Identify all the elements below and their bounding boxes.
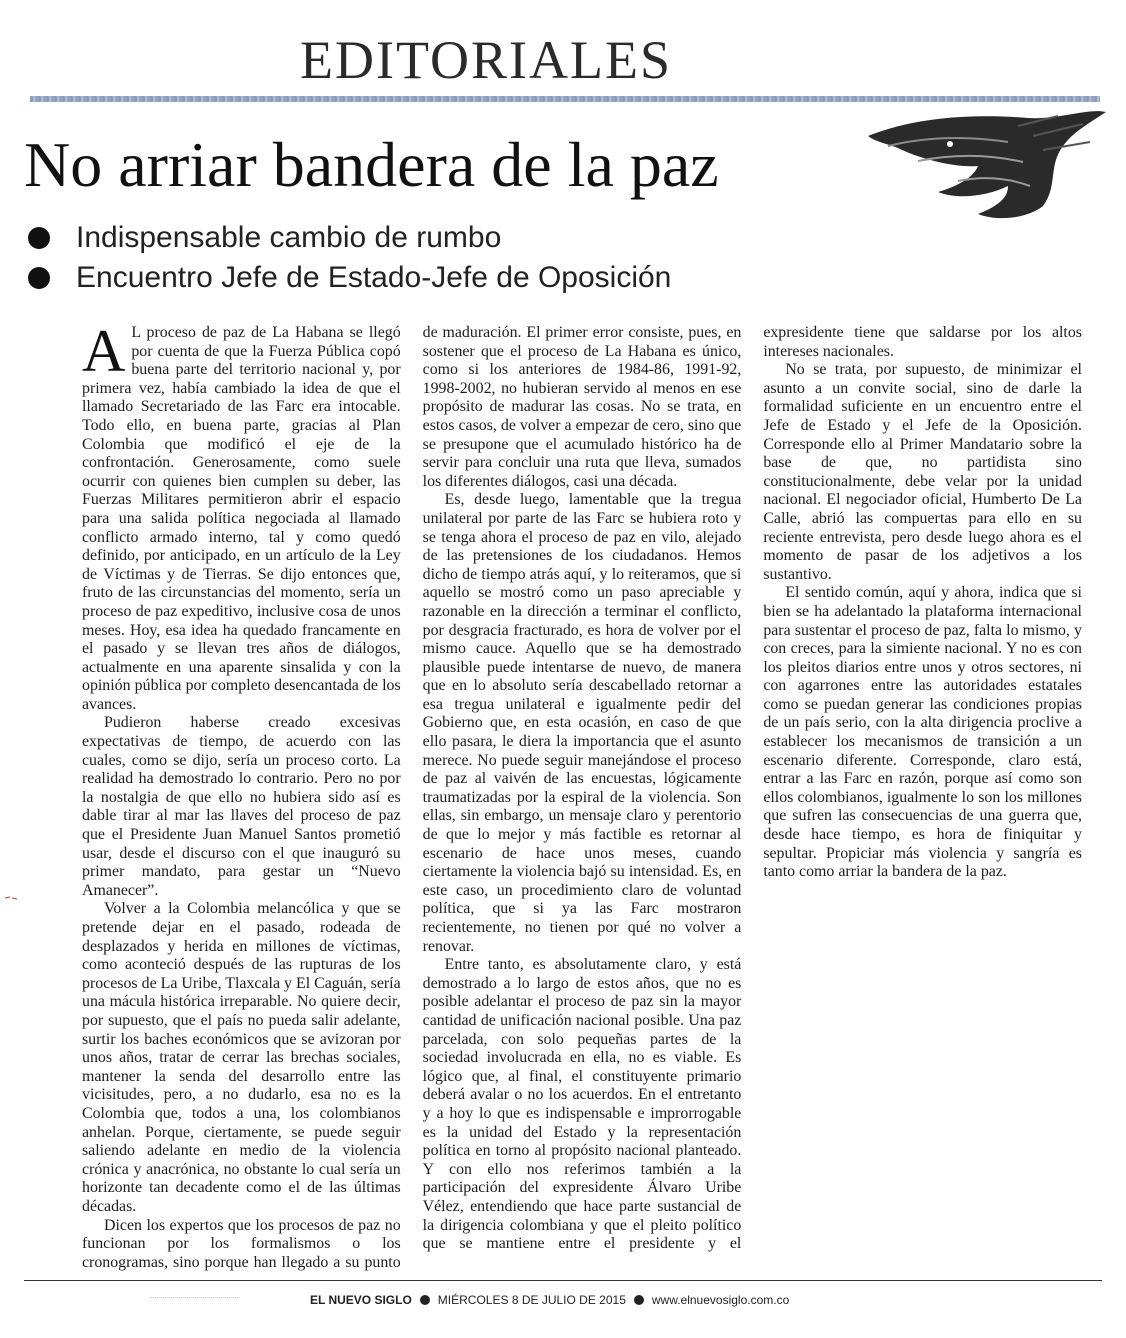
bird-illustration [858,106,1108,224]
footer-date: MIÉRCOLES 8 DE JULIO DE 2015 [437,1293,626,1307]
article-paragraph: Pudieron haberse creado excesivas expectativas de tiempo, de acuerdo con las cuales, como se dijo, sería un proceso corto. La realidad ha demostrado lo contrario. Pero no por la nostalgia de que ello no hubiera sido así es dable tirar al mar las llaves del proceso de paz que el Presidente Juan Manuel Santos prometió usar, desde el discurso con el que inauguró su primer mandato, para gestar un “Nuevo Amanecer”. [82,714,401,899]
bullet-item [28,258,788,298]
footer-url: www.elnuevosiglo.com.co [651,1293,790,1307]
page-footer [310,1288,990,1312]
drop-cap: A [82,318,126,384]
paragraph-text: L proceso de paz de La Habana se llegó por cuenta de que la Fuerza Pública copó buena parte del territorio nacional y, por primera vez, había cambiado la idea de que el llamado Secretariado de las Farc era intocable. Todo ello, en buena parte, gracias al Plan Colombia que modificó el eje de la confrontación. Generosamente, como suele ocurrir con quienes bien cumplen su deber, las Fuerzas Militares permitieron abrir el espacio para una salida política negociada al llamado conflicto armado interno, tal y como quedó definido, por anticipado, en un artículo de la Ley de Víctimas y de Tierras. Se dijo entonces que, fruto de las circunstancias del momento, sería un proceso de paz expeditivo, inclusive cosa de unos meses. Hoy, esa idea ha quedado francamente en el pasado y se llevan tres años de diálogos, actualmente en una aparente sinsalida y con la opinión pública por completo desencantada de los avances. [82,324,401,713]
bullet-text: Encuentro Jefe de Estado-Jefe de Oposición [76,261,672,294]
bullet-dot-icon [28,227,50,249]
section-title: EDITORIALES [300,30,672,90]
article-paragraph: El sentido común, aquí y ahora, indica que si bien se ha adelantado la plataforma internacional para sustentar el proceso de paz, falta lo mismo, y con creces, para la simiente nacional. Y no es con los pleitos diarios entre unos y otros sectores, ni con agarrones entre las autoridades estatales como se puedan generar las condiciones propias de un país serio, con la alta dirigencia proclive a establecer los mecanismos de transición a un escenario diferente. Corresponde, claro está, entrar a las Farc en razón, porque así como son ellos colombianos, igualmente lo son los millones que sufren las consecuencias de una guerra que, desde hace tiempo, es hora de finiquitar y sepultar. Propiciar más violencia y sangría es tanto como arriar la bandera de la paz. [763,584,1082,881]
header-rule [30,96,1100,102]
article-body [82,318,1082,1274]
bullet-text: Indispensable cambio de rumbo [76,221,502,254]
bullet-dot-icon [28,267,50,289]
article-paragraph: Entre tanto, es absolutamente claro, y está demostrado a lo largo de estos años, que no es posible adelantar el proceso de paz sin la mayor cantidad de unificación nacional posible. Una paz parcelada, con solo pequeñas partes de la sociedad involucrada en ella, no es viable. Es lógico que, al final, el constituyente primario deberá avalar o no los acuerdos. En el entretanto y a hoy lo que es indispensable e improrrogable es la unidad del Estado y la representación política en torno al propósito nacional planteado. Y con ello nos referimos también a la participación del expresidente Álvaro Uribe Vélez, entendiendo que hace parte sustancial de la dirigencia colombiana y que el pleito político que se mantiene entre el presidente y el expresidente tiene que saldarse por los altos intereses nacionales. [422,324,1082,1253]
bullet-item [28,218,788,258]
footer-rule [24,1280,1102,1281]
footer-paper-name: EL NUEVO SIGLO [310,1293,412,1307]
footer-ghost-text [150,1287,240,1298]
article-paragraph: Volver a la Colombia melancólica y que se pretende dejar en el pasado, rodeada de desplazados y herida en millones de víctimas, como aconteció después de las rupturas de los procesos de La Uribe, Tlaxcala y El Caguán, sería una mácula histórica irreparable. No quiere decir, por supuesto, que el país no pueda salir adelante, surtir los baches económicos que se avizoran por unos años, tratar de cerrar las brechas sociales, mantener la senda del desarrollo entre las vicisitudes, pero, a no dudarlo, esa no es la Colombia que, todos a una, los colombianos anhelan. Porque, ciertamente, se puede seguir saliendo adelante en medio de la violencia crónica y anacrónica, no obstante lo cual sería un horizonte tan decadente como el de las últimas décadas. [82,900,401,1215]
bullet-list [28,218,788,298]
footer-dot-icon [420,1295,430,1305]
article-paragraph: No se trata, por supuesto, de minimizar el asunto a un convite social, sino de darle la formalidad suficiente en un encuentro entre el Jefe de Estado y el Jefe de la Oposición. Corresponde ello al Primer Mandatario sobre la base de que, no partidista sino constitucionalmente, debe velar por la unidad nacional. El negociador oficial, Humberto De La Calle, abrió las compuertas para ello en su reciente entrevista, pero desde luego ahora es el momento de pasar de los adjetivos a los sustantivo. [763,361,1082,583]
article-paragraph [82,318,401,714]
article-paragraph: Es, desde luego, lamentable que la tregua unilateral por parte de las Farc se hubiera roto y se tenga ahora el proceso de paz en vilo, alejado de las pretensiones de los ciudadanos. Hemos dicho de tiempo atrás aquí, y lo reiteramos, que si aquello se mostró como un paso apreciable y razonable en la dirección a terminar el conflicto, por desgracia fracturado, es hora de volver por el mismo cauce. Aquello que se ha demostrado plausible puede intentarse de nuevo, de manera que en lo absoluto sería descabellado retornar a esa tregua unilateral e igualmente pedir del Gobierno que, en esta ocasión, en caso de que ello pasara, le diera la importancia que el asunto merece. No puede seguir manejándose el proceso de paz al vaivén de las encuestas, lógicamente traumatizadas por la espiral de la violencia. Son ellas, sin embargo, un mensaje claro y perentorio de que lo mejor y más factible es retornar al escenario de hace unos meses, cuando ciertamente la violencia bajó su intensidad. Es, en este caso, un procedimiento claro de voluntad política, que si ya las Farc mostraron recientemente, no tienen por qué no volver a renovar. [422,491,742,955]
headline: No arriar bandera de la paz [24,129,719,200]
margin-mark [4,895,18,901]
footer-dot-icon [634,1295,644,1305]
article-paragraph: Dicen los expertos que los procesos de paz no funcionan por los formalismos o los cronogramas, sino porque han llegado a su punto de maduración. El primer error consiste, pues, en sostener que el proceso de La Habana es único, como si los anteriores de 1984-86, 1991-92, 1998-2002, no hubieran servido al menos en ese propósito de madurar las cosas. No se trata, en estos casos, de volver a empezar de cero, sino que se presupone que el acumulado histórico ha de servir para concluir una ruta que lleva, sumados los diferentes diálogos, casi una década. [82,324,742,1271]
